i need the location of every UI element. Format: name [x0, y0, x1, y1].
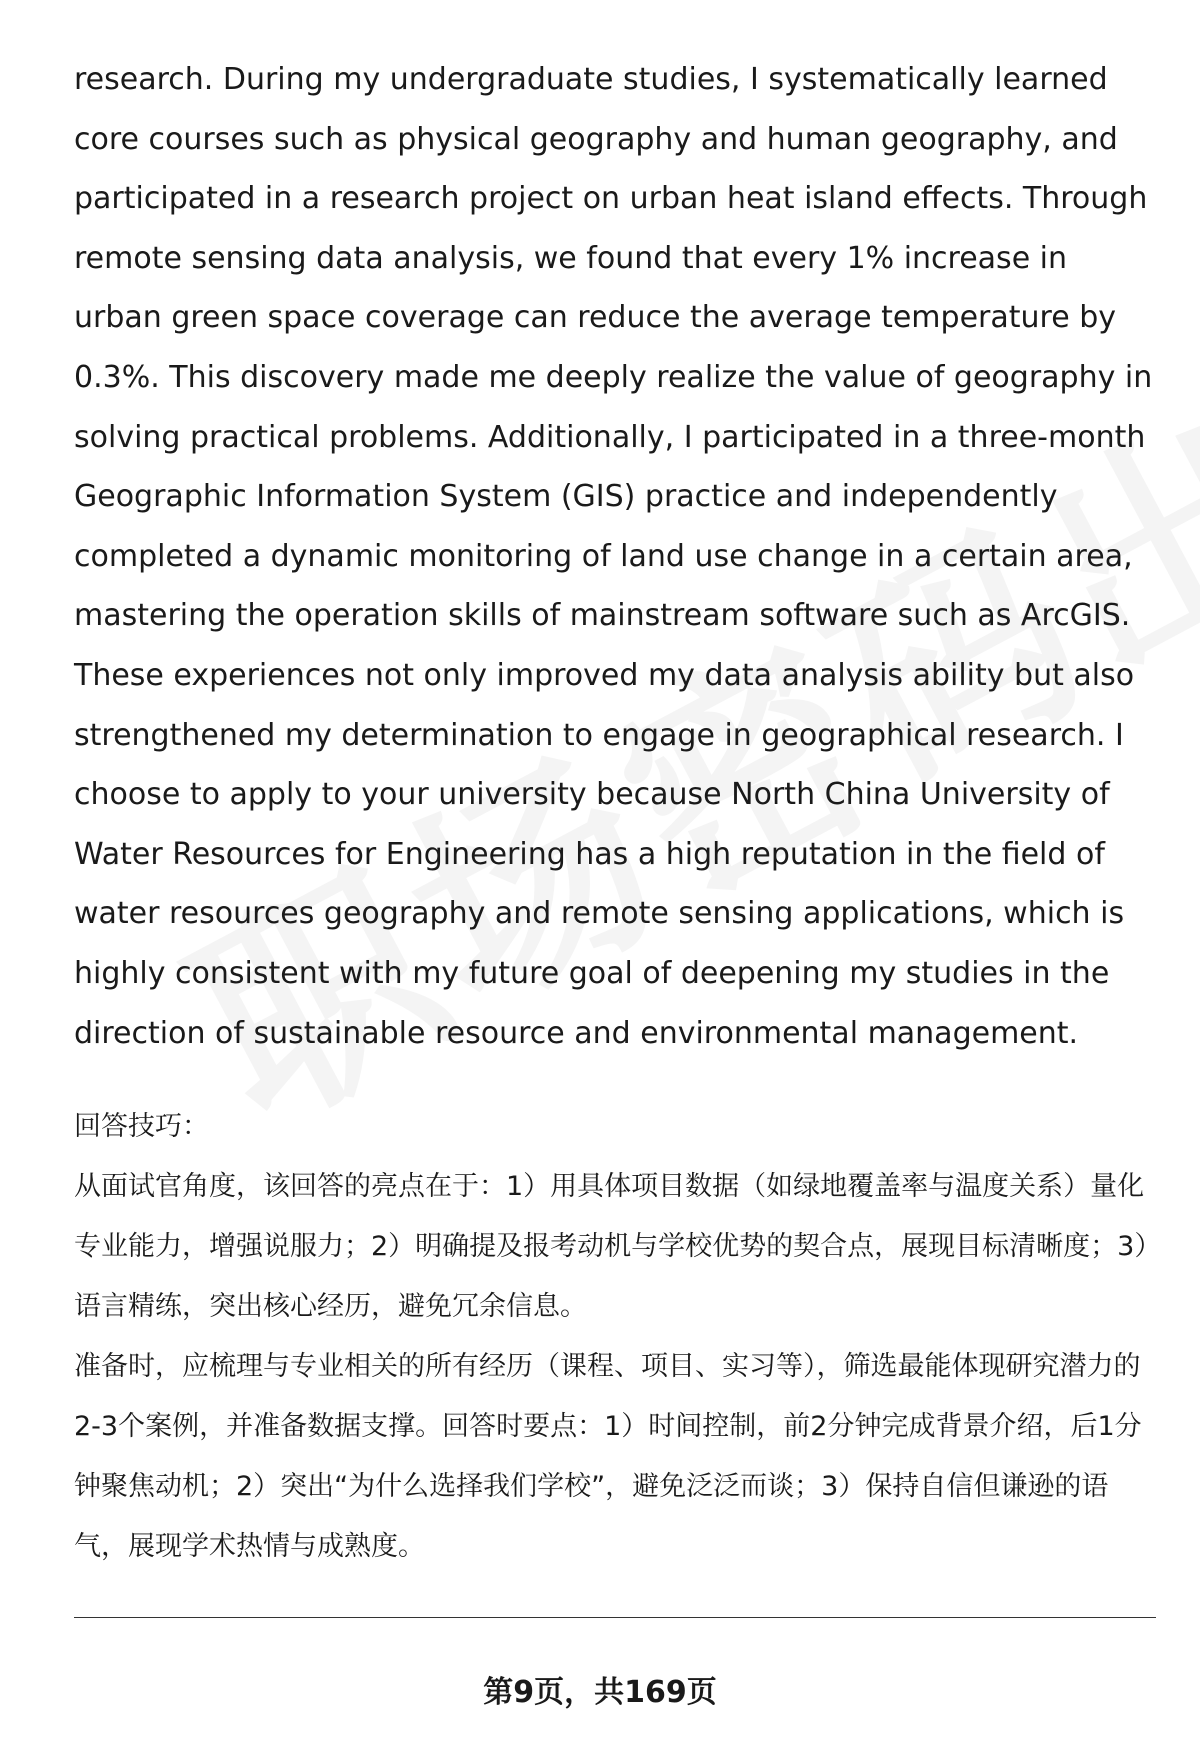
page-number: 第9页，共169页 [483, 1675, 717, 1710]
footer-divider [74, 1617, 1156, 1618]
page-content [74, 50, 1159, 1577]
tip-paragraph-2: 准备时，应梳理与专业相关的所有经历（课程、项目、实习等），筛选最能体现研究潜力的2-3个案例，并准备数据支撑。回答时要点：1）时间控制，前2分钟完成背景介绍，后1分钟聚焦动机；2）突出“为什么选择我们学校”，避免泛泛而谈；3）保持自信但谦逊的语气，展现学术热情与成熟度。 [74, 1351, 1142, 1563]
tip-paragraph-1: 从面试官角度，该回答的亮点在于：1）用具体项目数据（如绿地覆盖率与温度关系）量化专业能力，增强说服力；2）明确提及报考动机与学校优势的契合点，展现目标清晰度；3）语言精练，突出核心经历，避免冗余信息。 [74, 1171, 1148, 1323]
answer-paragraph: research. During my undergraduate studies, I systematically learned core courses such as physical geography and human geography, and participated in a research project on urban heat island effects. Through remote sensing data analysis, we found that every 1% increase in urban green space coverage can reduce the average temperature by 0.3%. This discovery made me deeply realize the value of geography in solving practical problems. Additionally, I participated in a three-month Geographic Information System (GIS) practice and independently completed a dynamic monitoring of land use change in a certain area, mastering the operation skills of mainstream software such as ArcGIS. These experiences not only improved my data analysis ability but also strengthened my determination to engage in geographical research. I choose to apply to your university because North China University of Water Resources for Engineering has a high reputation in the field of water resources geography and remote sensing applications, which is highly consistent with my future goal of deepening my studies in the direction of sustainable resource and environmental management. [74, 62, 1153, 1051]
tips-heading: 回答技巧： [74, 1111, 209, 1143]
